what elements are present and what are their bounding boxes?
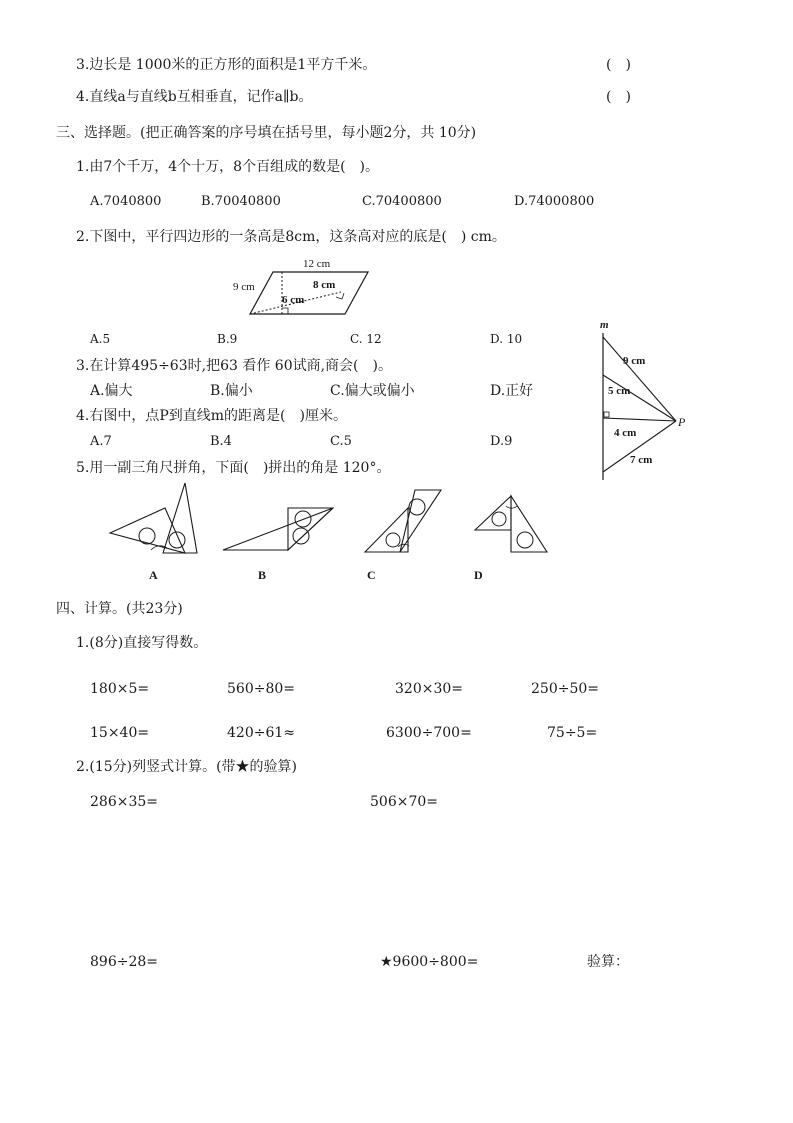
s3-q2-option-c[interactable]: C. 12	[350, 332, 382, 346]
calc-1-1: 180×5=	[90, 681, 150, 697]
right-angle-mark-bottom	[282, 308, 288, 314]
calc-2-2: 420÷61≈	[227, 725, 295, 741]
s3-q2-option-a[interactable]: A.5	[90, 332, 111, 346]
label-6cm: 6 cm	[282, 294, 305, 306]
s3-q2-option-b[interactable]: B.9	[217, 332, 238, 346]
s3-q1-option-a[interactable]: A.7040800	[90, 194, 162, 209]
s3-q2-text: 2.下图中，平行四边形的一条高是8cm，这条高对应的底是( ) cm。	[76, 229, 506, 245]
right-angle-mark-side	[336, 293, 344, 299]
label-5cm-seg: 5 cm	[608, 385, 631, 397]
label-d: D	[474, 568, 483, 582]
parallelogram-figure	[225, 252, 375, 322]
calc-2-1: 15×40=	[90, 725, 150, 741]
s3-q3-option-a[interactable]: A.偏大	[90, 383, 133, 399]
parallelogram-shape	[250, 272, 368, 314]
s3-q1-option-d[interactable]: D.74000800	[514, 194, 595, 209]
label-c: C	[367, 568, 376, 582]
label-b: B	[258, 568, 267, 582]
judge-q4-text: 4.直线a与直线b互相垂直，记作a∥b。	[76, 89, 313, 105]
s3-q3-option-c[interactable]: C.偏大或偏小	[330, 383, 415, 399]
s4-p1-title: 1.(8分)直接写得数。	[76, 635, 208, 651]
s3-q1-option-b[interactable]: B.70040800	[201, 194, 281, 209]
s3-q4-text: 4.右图中，点P到直线m的距离是( )厘米。	[76, 408, 347, 424]
judge-q3-text: 3.边长是 1000米的正方形的面积是1平方千米。	[76, 57, 377, 73]
vertical-calc-1: 286×35=	[90, 794, 158, 810]
judge-q3-answer-paren[interactable]: ( )	[606, 57, 631, 73]
s3-q4-option-c[interactable]: C.5	[330, 434, 352, 449]
triangle-rulers-figure	[105, 478, 565, 588]
s3-q4-option-b[interactable]: B.4	[210, 434, 232, 449]
segment-4cm	[603, 418, 676, 421]
vertical-calc-2: 506×70=	[370, 794, 438, 810]
s3-q3-option-d[interactable]: D.正好	[490, 383, 534, 399]
section3-title: 三、选择题。(把正确答案的序号填在括号里，每小题2分，共 10分)	[56, 125, 477, 141]
right-angle-mark	[604, 412, 609, 417]
option-d-figure	[474, 496, 547, 582]
vertical-calc-3: 896÷28=	[90, 954, 158, 970]
label-7cm-seg: 7 cm	[630, 454, 653, 466]
vertical-calc-4: ★9600÷800=	[380, 954, 479, 970]
label-p: P	[678, 415, 686, 429]
s3-q3-option-b[interactable]: B.偏小	[210, 383, 253, 399]
label-9cm-seg: 9 cm	[623, 355, 646, 367]
calc-2-3: 6300÷700=	[386, 725, 472, 741]
s3-q4-option-a[interactable]: A.7	[90, 434, 112, 449]
s3-q1-text: 1.由7个千万，4个十万，8个百组成的数是( )。	[76, 159, 380, 175]
option-b-figure	[223, 508, 333, 582]
label-a: A	[149, 568, 158, 582]
calc-1-3: 320×30=	[395, 681, 463, 697]
label-8cm: 8 cm	[313, 279, 336, 291]
s3-q2-option-d[interactable]: D. 10	[490, 332, 523, 346]
calc-1-2: 560÷80=	[227, 681, 295, 697]
s4-p2-title: 2.(15分)列竖式计算。(带★的验算)	[76, 759, 298, 775]
segment-9cm	[603, 337, 676, 421]
point-distance-figure	[590, 315, 700, 483]
segment-5cm	[603, 375, 676, 421]
judge-q4-answer-paren[interactable]: ( )	[606, 89, 631, 105]
calc-2-4: 75÷5=	[547, 725, 598, 741]
label-4cm-seg: 4 cm	[614, 427, 637, 439]
s3-q4-option-d[interactable]: D.9	[490, 434, 513, 449]
option-a-figure	[110, 483, 197, 582]
label-9cm: 9 cm	[233, 281, 255, 293]
verify-label: 验算：	[587, 954, 629, 970]
s3-q1-option-c[interactable]: C.70400800	[362, 194, 442, 209]
calc-1-4: 250÷50=	[531, 681, 599, 697]
label-m: m	[600, 319, 609, 331]
s3-q5-text: 5.用一副三角尺拼角，下面( )拼出的角是 120°。	[76, 460, 391, 476]
s3-q3-text: 3.在计算495÷63时,把63 看作 60试商,商会( )。	[76, 358, 392, 374]
section4-title: 四、计算。(共23分)	[56, 601, 183, 617]
label-12cm: 12 cm	[303, 258, 331, 270]
option-c-figure	[365, 490, 441, 582]
